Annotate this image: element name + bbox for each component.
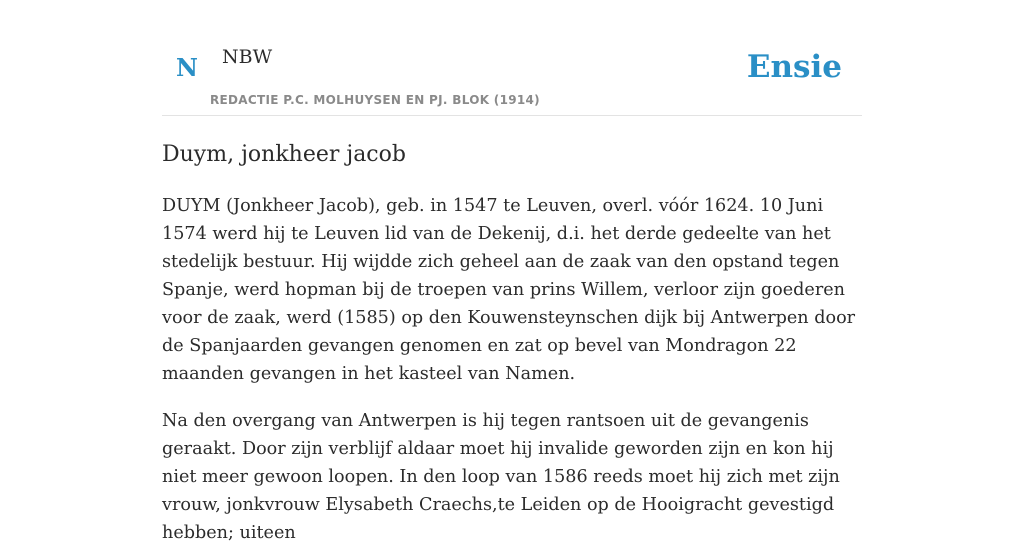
article-title: Duym, jonkheer jacob [162, 142, 406, 167]
page-header [162, 0, 862, 116]
source-editors: REDACTIE P.C. MOLHUYSEN EN PJ. BLOK (1914) [210, 93, 540, 107]
article-paragraph-2: Na den overgang van Antwerpen is hij tegen rantsoen uit de gevangenis geraakt. Door zijn verblijf aldaar moet hij invalide geworden zijn en kon hij niet meer gewoon loopen. In den loop van 1586 reeds moet hij zich met zijn vrouw, jonkvrouw Elysabeth Craechs,te Leiden op de Hooigracht gevestigd hebben; uiteen [162, 411, 840, 544]
article-page [162, 0, 862, 544]
source-logo-icon[interactable]: N [176, 53, 198, 82]
ensie-logo-link[interactable]: Ensie [746, 49, 842, 85]
source-title-link[interactable]: NBW [222, 46, 273, 68]
article-paragraph-1: DUYM (Jonkheer Jacob), geb. in 1547 te Leuven, overl. vóór 1624. 10 Juni 1574 werd hij te Leuven lid van de Dekenij, d.i. het derde gedeelte van het stedelijk bestuur. Hij wijdde zich geheel aan de zaak van den opstand tegen Spanje, werd hopman bij de troepen van prins Willem, verloor zijn goederen voor de zaak, werd (1585) op den Kouwensteynschen dijk bij Antwerpen door de Spanjaarden gevangen genomen en zat op bevel van Mondragon 22 maanden gevangen in het kasteel van Namen. [162, 196, 856, 385]
